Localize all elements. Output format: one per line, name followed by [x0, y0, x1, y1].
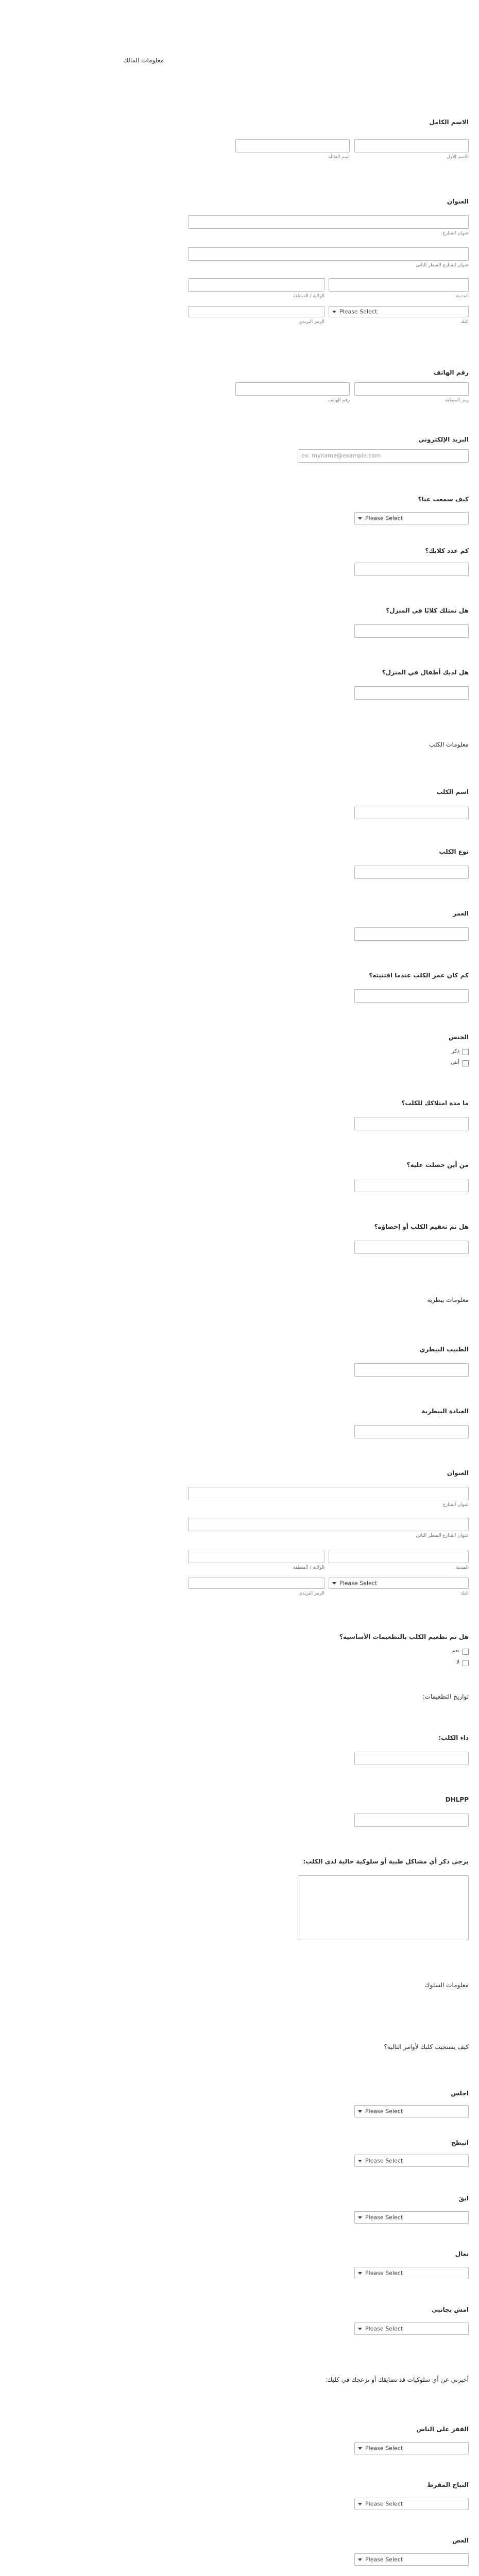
street2-sublabel: عنوان الشارع السطر الثاني [416, 263, 469, 268]
heard-label: كيف سمعت عنا؟ [418, 496, 469, 503]
phone-code-input[interactable] [354, 382, 469, 396]
country-select[interactable]: Please Select [329, 306, 469, 317]
vaccinated-option-1: نعم [452, 1648, 459, 1654]
other-pets-input[interactable] [354, 624, 469, 638]
age-acquired-input[interactable] [354, 989, 469, 1003]
dogs-count-label: كم عدد كلابك؟ [425, 547, 469, 554]
dog-name-input[interactable] [354, 806, 469, 819]
vaccinated-checkbox-1[interactable] [463, 1649, 469, 1655]
postal-sublabel: الرمز البريدي [298, 319, 324, 325]
vaccinated-option-2: لا [456, 1659, 459, 1665]
cmd-come-label: تعال [455, 2250, 469, 2258]
cmd-heel-select[interactable]: Please Select [354, 2323, 469, 2335]
clinic-label: العيادة البيطرية [421, 1408, 469, 1415]
sex-option-checkbox-2[interactable] [463, 1060, 469, 1066]
sex-option-checkbox-1[interactable] [463, 1049, 469, 1055]
vaccinated-label: هل تم تطعيم الكلب بالتطعيمات الأساسية؟ [339, 1633, 469, 1640]
full-name-label: الاسم الكامل [429, 118, 469, 126]
cmd-stay-label: ابقَ [458, 2195, 469, 2202]
cmd-come-select[interactable]: Please Select [354, 2267, 469, 2279]
vet-street1-input[interactable] [188, 1487, 469, 1500]
phone-number-sublabel: رقم الهاتف [328, 398, 350, 403]
city-sublabel: المدينة [455, 294, 469, 299]
street1-input[interactable] [188, 215, 469, 229]
reaction-intro-label: أخبرني عن أي سلوكيات قد تضايقك أو تزعجك في كلبك: [325, 2376, 469, 2383]
section-owner-title: معلومات المالك [123, 57, 164, 64]
cmd-down-select[interactable]: Please Select [354, 2155, 469, 2167]
children-input[interactable] [354, 686, 469, 700]
vet-country-select[interactable]: Please Select [329, 1578, 469, 1589]
first-name-sublabel: الاسم الأول [447, 155, 469, 160]
section-vet-title: معلومات بيطرية [427, 1296, 469, 1303]
age-input[interactable] [354, 927, 469, 941]
react-2-label: النباح المفرط [427, 2481, 469, 2488]
react-1-select[interactable]: Please Select [354, 2442, 469, 2454]
age-label: العمر [453, 910, 469, 917]
cmd-sit-select[interactable]: Please Select [354, 2105, 469, 2117]
region-sublabel: الولاية / المنطقة [293, 294, 324, 299]
react-1-label: القفز على الناس [416, 2426, 469, 2433]
vet-region-input[interactable] [188, 1550, 324, 1563]
vet-city-sublabel: المدينة [455, 1565, 469, 1570]
behavior-issue-textarea[interactable] [298, 1875, 469, 1940]
street1-sublabel: عنوان الشارع [442, 231, 469, 236]
address-label: العنوان [447, 198, 469, 205]
street2-input[interactable] [188, 247, 469, 261]
section-behavior-title: معلومات السلوك [424, 1981, 469, 1989]
children-label: هل لديك أطفال في المنزل؟ [382, 669, 469, 676]
react-3-label: العض [452, 2537, 469, 2544]
fixed-input[interactable] [354, 1241, 469, 1254]
behavior-issue-label: يرجى ذكر أي مشاكل طبية أو سلوكية حالية لدى الكلب: [303, 1858, 469, 1865]
cmd-sit-label: اجلس [451, 2090, 469, 2097]
sex-option-label-1: ذكر [452, 1048, 459, 1054]
age-acquired-label: كم كان عمر الكلب عندما اقتنيته؟ [369, 972, 469, 979]
phone-label: رقم الهاتف [433, 369, 469, 376]
cmd-heel-label: امشِ بجانبي [432, 2306, 469, 2313]
rate-intro-label: كيف يستجيب كلبك لأوامر التالية؟ [384, 2043, 469, 2050]
fixed-label: هل تم تعقيم الكلب أو إخصاؤه؟ [374, 1223, 469, 1230]
vaccine-dates-label: تواريخ التطعيمات: [422, 1693, 469, 1700]
country-sublabel: البلد [460, 319, 469, 325]
section-pet-title: معلومات الكلب [429, 741, 469, 748]
clinic-input[interactable] [354, 1425, 469, 1438]
vet-region-sublabel: الولاية / المنطقة [293, 1565, 324, 1570]
last-name-sublabel: اسم العائلة [328, 155, 350, 160]
vaccinated-checkbox-2[interactable] [463, 1660, 469, 1666]
sex-label: الجنس [448, 1033, 469, 1041]
owned-duration-input[interactable] [354, 1117, 469, 1130]
sex-option-label-2: أنثى [451, 1060, 459, 1065]
vet-country-sublabel: البلد [460, 1591, 469, 1596]
dog-name-label: اسم الكلب [436, 788, 469, 795]
vet-street2-sublabel: عنوان الشارع السطر الثاني [416, 1533, 469, 1538]
rabies-label: داء الكلب: [438, 1734, 469, 1741]
phone-number-input[interactable] [235, 382, 350, 396]
other-pets-label: هل تمتلك كلابًا في المنزل؟ [386, 607, 469, 614]
vet-name-label: الطبيب البيطري [419, 1346, 469, 1353]
dhlpp-input[interactable] [354, 1814, 469, 1827]
dhlpp-label: DHLPP [445, 1796, 469, 1803]
source-input[interactable] [354, 1179, 469, 1192]
dogs-count-input[interactable] [354, 563, 469, 576]
breed-label: نوع الكلب [439, 848, 469, 855]
vet-street1-sublabel: عنوان الشارع [442, 1502, 469, 1507]
postal-input[interactable] [188, 306, 324, 317]
email-label: البريد الإلكتروني [418, 436, 469, 443]
vet-postal-input[interactable] [188, 1578, 324, 1589]
region-input[interactable] [188, 278, 324, 292]
cmd-down-label: انبطح [451, 2139, 469, 2146]
breed-input[interactable] [354, 866, 469, 879]
vet-address-label: العنوان [447, 1469, 469, 1477]
react-3-select[interactable]: Please Select [354, 2553, 469, 2566]
heard-select[interactable]: Please Select [354, 512, 469, 524]
vet-name-input[interactable] [354, 1363, 469, 1377]
phone-code-sublabel: رمز المنطقة [444, 398, 469, 403]
react-2-select[interactable]: Please Select [354, 2498, 469, 2510]
email-input[interactable]: ex: myname@example.com [298, 449, 469, 463]
cmd-stay-select[interactable]: Please Select [354, 2211, 469, 2224]
rabies-input[interactable] [354, 1752, 469, 1765]
source-label: من أين حصلت عليه؟ [406, 1161, 469, 1168]
owned-duration-label: ما مدة امتلاكك للكلب؟ [401, 1099, 469, 1107]
vet-city-input[interactable] [329, 1550, 469, 1563]
last-name-input[interactable] [235, 139, 350, 152]
vet-street2-input[interactable] [188, 1518, 469, 1531]
city-input[interactable] [329, 278, 469, 292]
first-name-input[interactable] [354, 139, 469, 152]
vet-postal-sublabel: الرمز البريدي [298, 1591, 324, 1596]
